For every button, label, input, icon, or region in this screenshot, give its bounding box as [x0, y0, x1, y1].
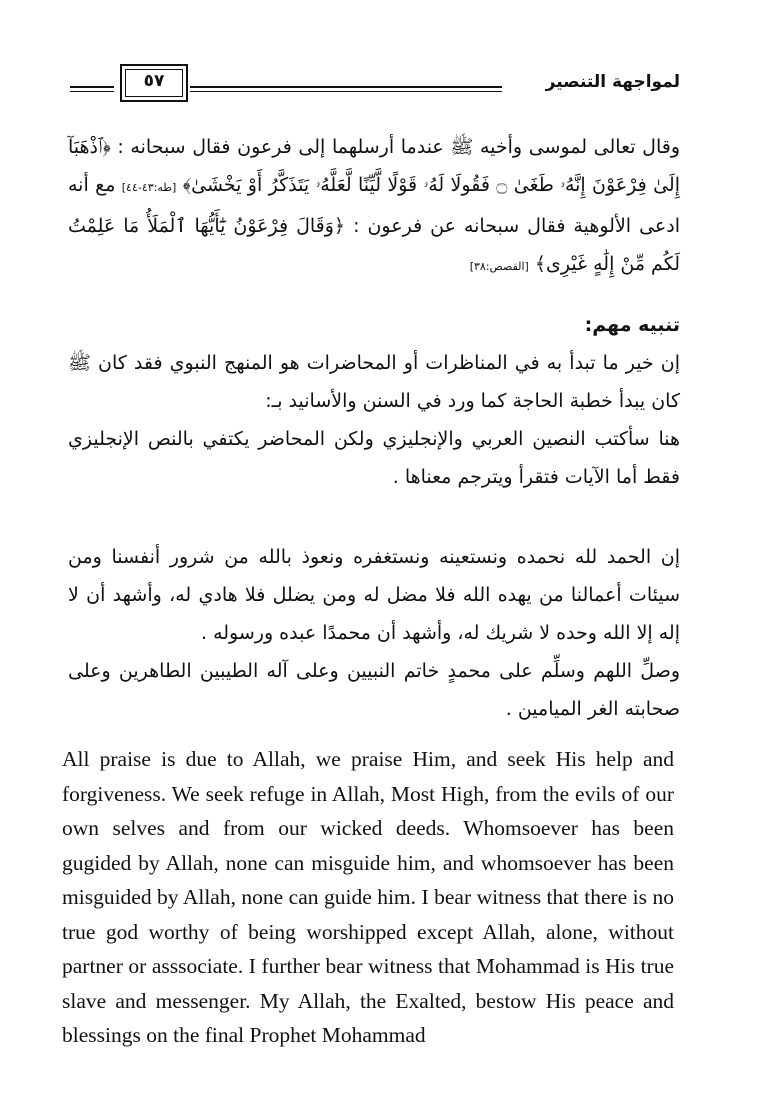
quran-passage — [68, 128, 680, 286]
english-translation — [62, 742, 674, 1053]
bridge-text: مع أنه ادعى الألوهية فقال سبحانه عن فرعون : — [68, 174, 681, 237]
notice-subheading: تنبيه مهم: — [584, 314, 680, 336]
page-number: ٥٧ — [143, 71, 165, 91]
notice-paragraph-2: هنا سأكتب النصين العربي والإنجليزي ولكن المحاضر يكتفي بالنص الإنجليزي فقط أما الآيات فتقرأ ويترجم معناها . — [68, 428, 680, 488]
sermon-paragraph-1: إن الحمد لله نحمده ونستعينه ونستغفره ونعوذ بالله من شرور أنفسنا ومن سيئات أعمالنا من يهده الله فلا مضل له ومن يضلل فلا هادي له، وأشهد أن لا إله إلا الله وحده لا شريك له، وأشهد أن محمدًا عبده ورسوله . — [68, 546, 680, 644]
arabic-block-sermon — [68, 538, 680, 728]
page-number-box — [120, 64, 188, 102]
running-header — [70, 62, 680, 102]
verse-qasas-reference: [القصص:٣٨] — [469, 260, 529, 273]
verse-taha-reference: [طه:٤٣-٤٤] — [121, 181, 177, 194]
header-rule-right — [190, 86, 502, 92]
sermon-paragraph-2: وصلِّ اللهم وسلِّم على محمدٍ خاتم النبيين وعلى آله الطيبين الطاهرين وعلى صحابته الغر الميامين . — [68, 660, 680, 720]
arabic-block-notice — [68, 306, 680, 496]
verse-taha: ﴿ٱذْهَبَآ إِلَىٰ فِرْعَوْنَ إِنَّهُۥ طَغَىٰ ۝ فَقُولَا لَهُۥ قَوْلًا لَّيِّنًا لَّعَلَّهُۥ يَتَذَكَّرُ أَوْ يَخْشَىٰ﴾ — [68, 136, 680, 196]
running-title: لمواجهة التنصير — [545, 72, 680, 92]
english-paragraph: All praise is due to Allah, we praise Him, and seek His help and forgiveness. We seek refuge in Allah, Most High, from the evils of our own selves and from our wicked deeds. Whomsoever has been gugided by Allah, none can misguide him, and whomsoever has been misguided by Allah, none can guide him. I bear witness that there is no true god worthy of being worshipped except Allah, alone, without partner or asssociate. I further bear witness that Mohammad is His true slave and messenger. My Allah, the Exalted, bestow His peace and blessings on the final Prophet Mohammad — [62, 747, 674, 1047]
notice-paragraph-1: إن خير ما تبدأ به في المناظرات أو المحاضرات هو المنهج النبوي فقد كان ﷺ كان يبدأ خطبة الحاجة كما ورد في السنن والأسانيد بـ: — [68, 352, 680, 412]
intro-text: وقال تعالى لموسى وأخيه ﷺ عندما أرسلهما إلى فرعون فقال سبحانه : — [117, 136, 680, 158]
arabic-block-quran — [68, 128, 680, 286]
verse-qasas: ﴿وَقَالَ فِرْعَوْنُ يَٰٓأَيُّهَا ٱلْمَلَأُ مَا عَلِمْتُ لَكُم مِّنْ إِلَٰهٍ غَيْرِى﴾ — [68, 215, 680, 275]
header-rule-left — [70, 86, 114, 92]
